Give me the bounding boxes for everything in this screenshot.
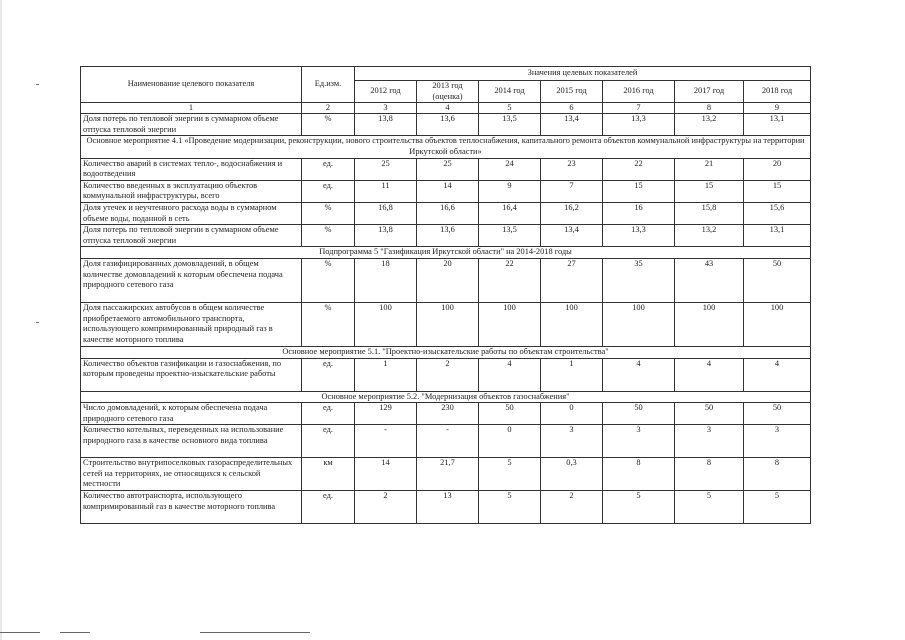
indicator-value: 1	[541, 358, 603, 391]
indicator-value: 13,6	[417, 225, 479, 247]
scan-artifact	[60, 632, 90, 633]
indicator-value: 50	[744, 403, 811, 425]
indicator-value: 13,4	[541, 114, 603, 136]
header-year: 2013 год (оценка)	[417, 81, 479, 103]
indicator-value: 13,3	[603, 225, 675, 247]
column-number: 9	[744, 103, 811, 114]
indicator-value: 15,8	[675, 202, 744, 224]
indicator-value: 14	[417, 180, 479, 202]
header-year: 2016 год	[603, 81, 675, 103]
scan-artifact	[200, 632, 310, 633]
indicator-value: 14	[355, 458, 417, 491]
header-year: 2017 год	[675, 81, 744, 103]
column-number: 3	[355, 103, 417, 114]
indicator-unit: ед.	[302, 403, 355, 425]
indicator-value: 13,1	[744, 225, 811, 247]
indicator-value: 50	[675, 403, 744, 425]
indicator-value: 5	[479, 458, 541, 491]
indicator-name: Доля газифицированных домовладений, в общем количестве домовладений к которым обеспечена подача природного сетевого газа	[81, 258, 302, 302]
indicator-value: 3	[744, 425, 811, 458]
indicator-name: Строительство внутрипоселковых газораспределительных сетей на территориях, не относящихся к сельской местности	[81, 458, 302, 491]
indicator-value: 4	[603, 358, 675, 391]
column-number: 6	[541, 103, 603, 114]
indicator-value: 50	[479, 403, 541, 425]
indicator-value: 1	[355, 358, 417, 391]
indicator-unit: ед.	[302, 425, 355, 458]
indicator-value: 2	[541, 491, 603, 524]
header-year: 2018 год	[744, 81, 811, 103]
section-title: Подпрограмма 5 "Газификация Иркутской области" на 2014-2018 годы	[81, 247, 811, 259]
column-number: 1	[81, 103, 302, 114]
indicator-row	[81, 180, 811, 202]
indicator-value: 13,8	[355, 225, 417, 247]
indicator-name: Доля пассажирских автобусов в общем количестве приобретаемого автомобильного транспорта, использующего компримированный природный газ в качестве моторного топлива	[81, 302, 302, 346]
scan-artifact	[0, 632, 40, 633]
indicator-value: 230	[417, 403, 479, 425]
indicator-row	[81, 425, 811, 458]
column-number: 4	[417, 103, 479, 114]
indicator-unit: км	[302, 458, 355, 491]
indicator-value: 18	[355, 258, 417, 302]
indicator-unit: ед.	[302, 180, 355, 202]
indicator-value: 13,4	[541, 225, 603, 247]
indicator-value: 16	[603, 202, 675, 224]
indicator-value: 4	[479, 358, 541, 391]
indicator-value: 15,6	[744, 202, 811, 224]
indicator-value: 21	[675, 158, 744, 180]
indicator-value: 24	[479, 158, 541, 180]
indicator-name: Количество аварий в системах тепло-, водоснабжения и водоотведения	[81, 158, 302, 180]
indicator-value: 27	[541, 258, 603, 302]
indicator-value: 100	[479, 302, 541, 346]
indicator-value: 2	[355, 491, 417, 524]
indicator-value: 100	[675, 302, 744, 346]
indicator-value: 43	[675, 258, 744, 302]
indicator-value: 5	[675, 491, 744, 524]
indicator-value: 25	[417, 158, 479, 180]
column-number: 5	[479, 103, 541, 114]
indicator-value: 100	[355, 302, 417, 346]
indicator-value: 0	[479, 425, 541, 458]
indicator-value: 5	[603, 491, 675, 524]
indicator-unit: %	[302, 202, 355, 224]
indicator-name: Число домовладений, к которым обеспечена подача природного сетевого газа	[81, 403, 302, 425]
indicator-row	[81, 491, 811, 524]
indicator-value: 3	[675, 425, 744, 458]
header-year: 2015 год	[541, 81, 603, 103]
indicator-row	[81, 158, 811, 180]
indicator-value: 0	[541, 403, 603, 425]
scan-left-edge	[0, 0, 2, 640]
indicator-value: 50	[744, 258, 811, 302]
target-indicators-table	[80, 66, 811, 524]
section-heading-row	[81, 136, 811, 158]
indicator-value: 129	[355, 403, 417, 425]
indicator-value: 100	[744, 302, 811, 346]
indicator-value: 8	[744, 458, 811, 491]
indicator-value: 11	[355, 180, 417, 202]
indicator-name: Количество котельных, переведенных на использование природного газа в качестве основного вида топлива	[81, 425, 302, 458]
indicator-name: Количество введенных в эксплуатацию объектов коммунальной инфраструктуры, всего	[81, 180, 302, 202]
column-number: 2	[302, 103, 355, 114]
column-number: 8	[675, 103, 744, 114]
section-heading-row	[81, 247, 811, 259]
indicator-value: 9	[479, 180, 541, 202]
header-target-values: Значения целевых показателей	[355, 67, 811, 81]
indicator-value: -	[355, 425, 417, 458]
indicator-value: 15	[603, 180, 675, 202]
indicator-value: 16,8	[355, 202, 417, 224]
indicator-value: 3	[603, 425, 675, 458]
indicator-value: 13,6	[417, 114, 479, 136]
indicator-value: 15	[675, 180, 744, 202]
section-heading-row	[81, 391, 811, 403]
header-indicator-name: Наименование целевого показателя	[81, 67, 302, 103]
indicator-value: 3	[541, 425, 603, 458]
indicator-value: 16,2	[541, 202, 603, 224]
indicator-value: 2	[417, 358, 479, 391]
indicator-value: 100	[417, 302, 479, 346]
indicator-value: 25	[355, 158, 417, 180]
section-heading-row	[81, 346, 811, 358]
column-number: 7	[603, 103, 675, 114]
indicator-value: 100	[541, 302, 603, 346]
indicator-value: 23	[541, 158, 603, 180]
indicator-value: -	[417, 425, 479, 458]
indicator-row	[81, 258, 811, 302]
indicator-unit: %	[302, 225, 355, 247]
indicator-value: 13,3	[603, 114, 675, 136]
indicator-value: 20	[417, 258, 479, 302]
indicator-unit: ед.	[302, 358, 355, 391]
indicator-unit: %	[302, 258, 355, 302]
indicator-row	[81, 458, 811, 491]
section-title: Основное мероприятие 4.1 «Проведение модернизации, реконструкции, нового строительства объектов теплоснабжения, капитального ремонта объектов коммунальной инфраструктуры на территории Иркутской области»	[81, 136, 811, 158]
indicator-unit: ед.	[302, 158, 355, 180]
header-unit: Ед.изм.	[302, 67, 355, 103]
indicator-name: Доля потерь по тепловой энергии в суммарном объеме отпуска тепловой энергии	[81, 114, 302, 136]
indicator-value: 5	[479, 491, 541, 524]
header-year: 2012 год	[355, 81, 417, 103]
indicator-value: 0,3	[541, 458, 603, 491]
indicator-row	[81, 225, 811, 247]
indicator-value: 13,8	[355, 114, 417, 136]
indicator-name: Количество объектов газификации и газоснабжения, по которым проведены проектно-изыскательские работы	[81, 358, 302, 391]
indicator-value: 15	[744, 180, 811, 202]
indicator-value: 8	[675, 458, 744, 491]
indicator-unit: %	[302, 114, 355, 136]
indicator-value: 35	[603, 258, 675, 302]
indicator-value: 13	[417, 491, 479, 524]
indicator-unit: %	[302, 302, 355, 346]
indicator-value: 16,6	[417, 202, 479, 224]
indicator-row	[81, 202, 811, 224]
indicator-value: 50	[603, 403, 675, 425]
indicator-value: 13,5	[479, 114, 541, 136]
indicator-unit: ед.	[302, 491, 355, 524]
indicator-value: 7	[541, 180, 603, 202]
section-title: Основное мероприятие 5.1. "Проектно-изыскательские работы по объектам строительства"	[81, 346, 811, 358]
indicator-value: 8	[603, 458, 675, 491]
indicator-value: 13,2	[675, 114, 744, 136]
indicator-value: 5	[744, 491, 811, 524]
indicator-value: 13,5	[479, 225, 541, 247]
indicator-value: 100	[603, 302, 675, 346]
indicator-row	[81, 114, 811, 136]
scan-mark	[36, 322, 39, 323]
indicator-name: Доля потерь по тепловой энергии в суммарном объеме отпуска тепловой энергии	[81, 225, 302, 247]
section-title: Основное мероприятие 5.2. "Модернизация объектов газоснабжения"	[81, 391, 811, 403]
indicator-row	[81, 403, 811, 425]
indicator-value: 16,4	[479, 202, 541, 224]
indicator-value: 22	[479, 258, 541, 302]
indicator-value: 4	[744, 358, 811, 391]
indicator-value: 20	[744, 158, 811, 180]
indicator-value: 13,2	[675, 225, 744, 247]
header-year: 2014 год	[479, 81, 541, 103]
indicator-row	[81, 358, 811, 391]
indicator-value: 4	[675, 358, 744, 391]
indicator-name: Количество автотранспорта, использующего компримированный газ в качестве моторного топлива	[81, 491, 302, 524]
indicator-value: 22	[603, 158, 675, 180]
indicator-row	[81, 302, 811, 346]
indicator-value: 21,7	[417, 458, 479, 491]
indicator-value: 13,1	[744, 114, 811, 136]
scan-mark	[36, 84, 39, 85]
indicator-name: Доля утечек и неучтенного расхода воды в суммарном объеме воды, поданной в сеть	[81, 202, 302, 224]
